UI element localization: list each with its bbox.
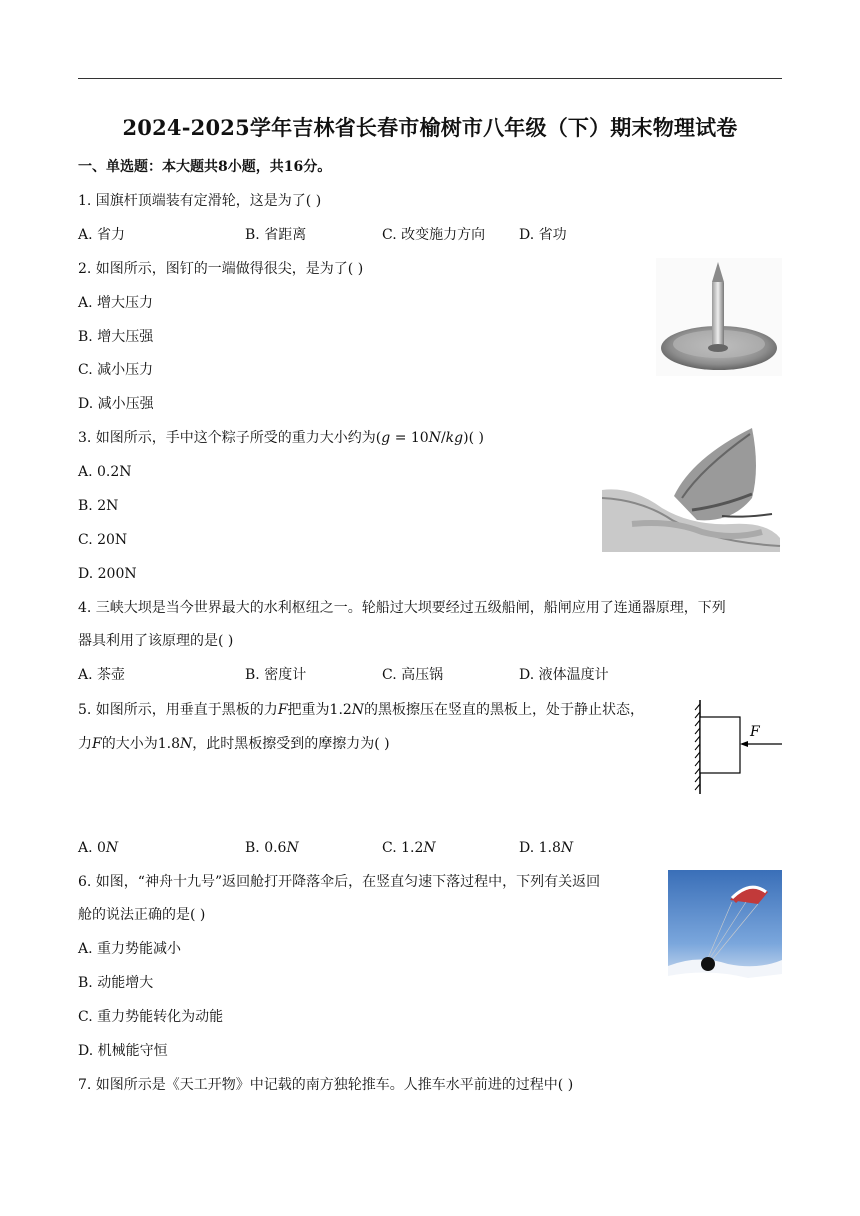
q6-stem-line2: 舱的说法正确的是( ) bbox=[78, 907, 206, 923]
q6-stem-line1: 6. 如图，“神舟十九号”返回舱打开降落伞后，在竖直匀速下落过程中，下列有关返回 bbox=[78, 874, 601, 890]
q2-option-d: D. 减小压强 bbox=[78, 396, 154, 412]
section-heading: 一、单选题：本大题共8小题，共16分。 bbox=[78, 159, 332, 175]
q1-option-b: B. 省距离 bbox=[245, 227, 307, 243]
zongzi-hand-image bbox=[602, 428, 782, 552]
eraser-force-diagram bbox=[692, 698, 784, 796]
q1-option-d: D. 省功 bbox=[519, 227, 567, 243]
q3-stem: 3. 如图所示，手中这个粽子所受的重力大小约为(g = 10N/kg)( ) bbox=[78, 430, 484, 446]
q4-option-c: C. 高压锅 bbox=[382, 667, 444, 683]
q4-stem-line1: 4. 三峡大坝是当今世界最大的水利枢纽之一。轮船过大坝要经过五级船闸，船闸应用了连通器原理，下列 bbox=[78, 600, 726, 616]
force-label: F bbox=[750, 724, 760, 740]
q4-option-d: D. 液体温度计 bbox=[519, 667, 609, 683]
q5-option-a: A. 0N bbox=[78, 840, 119, 856]
q2-option-a: A. 增大压力 bbox=[78, 295, 154, 311]
q2-option-b: B. 增大压强 bbox=[78, 329, 154, 345]
page-title: 2024-2025学年吉林省长春市榆树市八年级（下）期末物理试卷 bbox=[122, 115, 738, 140]
header-rule bbox=[78, 78, 782, 79]
q4-option-a: A. 茶壶 bbox=[78, 667, 126, 683]
q6-option-c: C. 重力势能转化为动能 bbox=[78, 1009, 224, 1025]
q5-option-c: C. 1.2N bbox=[382, 840, 436, 856]
q6-option-d: D. 机械能守恒 bbox=[78, 1043, 168, 1059]
q1-stem: 1. 国旗杆顶端装有定滑轮，这是为了( ) bbox=[78, 193, 322, 209]
q5-stem-line1: 5. 如图所示，用垂直于黑板的力F把重为1.2N的黑板擦压在竖直的黑板上，处于静止状态， bbox=[78, 702, 645, 718]
q5-option-d: D. 1.8N bbox=[519, 840, 574, 856]
q2-option-c: C. 减小压力 bbox=[78, 362, 154, 378]
q3-option-c: C. 20N bbox=[78, 532, 128, 548]
q1-option-a: A. 省力 bbox=[78, 227, 126, 243]
q5-stem-line2: 力F的大小为1.8N，此时黑板擦受到的摩擦力为( ) bbox=[78, 736, 390, 752]
q5-option-b: B. 0.6N bbox=[245, 840, 299, 856]
q1-option-c: C. 改变施力方向 bbox=[382, 227, 486, 243]
q4-stem-line2: 器具利用了该原理的是( ) bbox=[78, 633, 234, 649]
parachute-capsule-image bbox=[668, 870, 782, 992]
q4-option-b: B. 密度计 bbox=[245, 667, 307, 683]
q3-option-b: B. 2N bbox=[78, 498, 119, 514]
q2-stem: 2. 如图所示，图钉的一端做得很尖，是为了( ) bbox=[78, 261, 364, 277]
q6-option-b: B. 动能增大 bbox=[78, 975, 154, 991]
q6-option-a: A. 重力势能减小 bbox=[78, 941, 182, 957]
q3-option-a: A. 0.2N bbox=[78, 464, 132, 480]
q3-option-d: D. 200N bbox=[78, 566, 137, 582]
thumbtack-image bbox=[656, 258, 782, 376]
q7-stem: 7. 如图所示是《天工开物》中记载的南方独轮推车。人推车水平前进的过程中( ) bbox=[78, 1077, 574, 1093]
